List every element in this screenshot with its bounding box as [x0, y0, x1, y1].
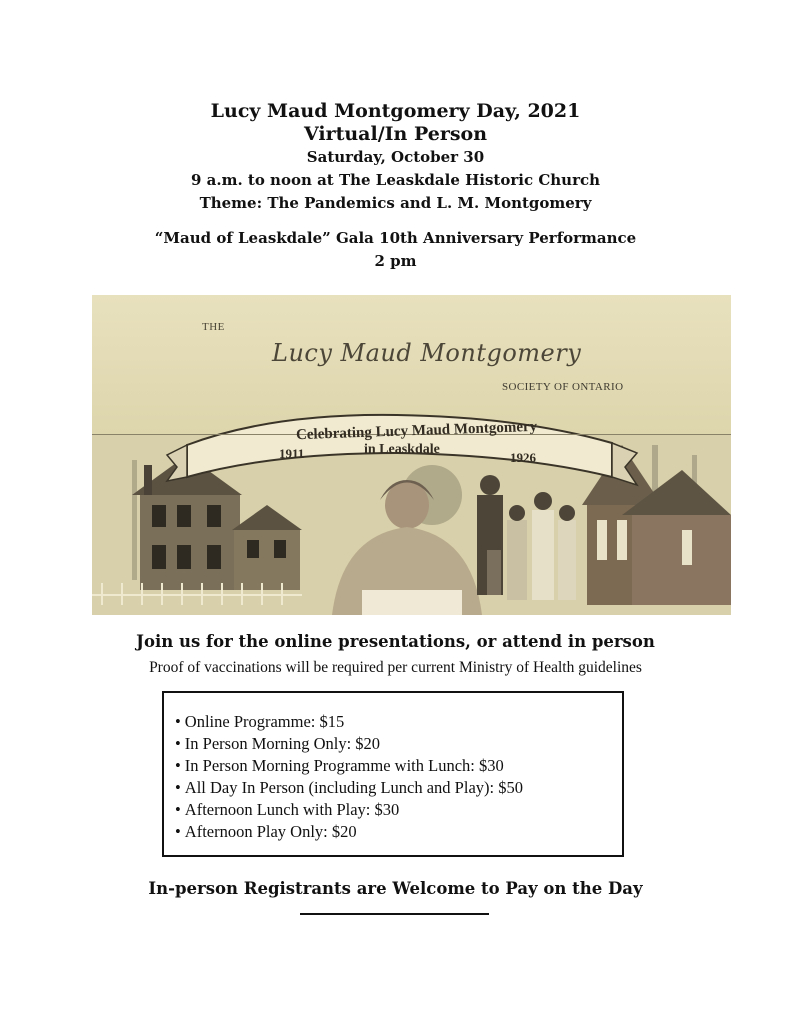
event-theme: Theme: The Pandemics and L. M. Montgomery	[199, 194, 592, 212]
price-item-label: Afternoon Lunch with Play: $30	[184, 800, 400, 819]
vaccination-note: Proof of vaccinations will be required per current Ministry of Health guidelines	[149, 659, 642, 676]
price-item	[175, 821, 622, 843]
price-item-label: In Person Morning Programme with Lunch: $30	[184, 756, 504, 775]
gala-title: “Maud of Leaskdale” Gala 10th Anniversary Performance	[154, 229, 637, 247]
banner-society-name: Lucy Maud Montgomery	[272, 339, 582, 367]
price-item-label: In Person Morning Only: $20	[184, 734, 381, 753]
pricing-box	[162, 691, 624, 857]
banner-year-start: 1911	[279, 446, 305, 461]
banner-the: THE	[202, 321, 225, 333]
price-item-label: Afternoon Play Only: $20	[184, 822, 357, 841]
pricing-list	[164, 693, 622, 843]
bullet-icon: •	[175, 822, 181, 841]
event-date: Saturday, October 30	[306, 148, 485, 166]
pay-on-day-note: In-person Registrants are Welcome to Pay on the Day	[148, 879, 643, 898]
banner-year-end: 1926	[510, 450, 536, 465]
bullet-icon: •	[175, 756, 181, 775]
price-item	[175, 733, 622, 755]
banner-ribbon-subtitle: in Leaskdale	[364, 442, 440, 457]
event-subtitle: Virtual/In Person	[303, 123, 488, 145]
price-item	[175, 799, 622, 821]
gala-time: 2 pm	[374, 252, 417, 270]
bullet-icon: •	[175, 800, 181, 819]
price-item	[175, 755, 622, 777]
event-title: Lucy Maud Montgomery Day, 2021	[210, 100, 581, 122]
banner-ribbon-title: Celebrating Lucy Maud Montgomery	[295, 418, 538, 444]
banner-society-ontario: SOCIETY OF ONTARIO	[502, 381, 624, 393]
society-banner-image	[92, 295, 731, 615]
event-time-place: 9 a.m. to noon at The Leaskdale Historic Church	[190, 171, 601, 189]
price-item	[175, 711, 622, 733]
price-item	[175, 777, 622, 799]
bullet-icon: •	[175, 778, 181, 797]
event-header	[0, 100, 791, 273]
bullet-icon: •	[175, 712, 181, 731]
bullet-icon: •	[175, 734, 181, 753]
price-item-label: All Day In Person (including Lunch and Play): $50	[184, 778, 523, 797]
footer-divider	[300, 913, 489, 915]
invite-headline: Join us for the online presentations, or attend in person	[136, 632, 655, 651]
price-item-label: Online Programme: $15	[184, 712, 345, 731]
